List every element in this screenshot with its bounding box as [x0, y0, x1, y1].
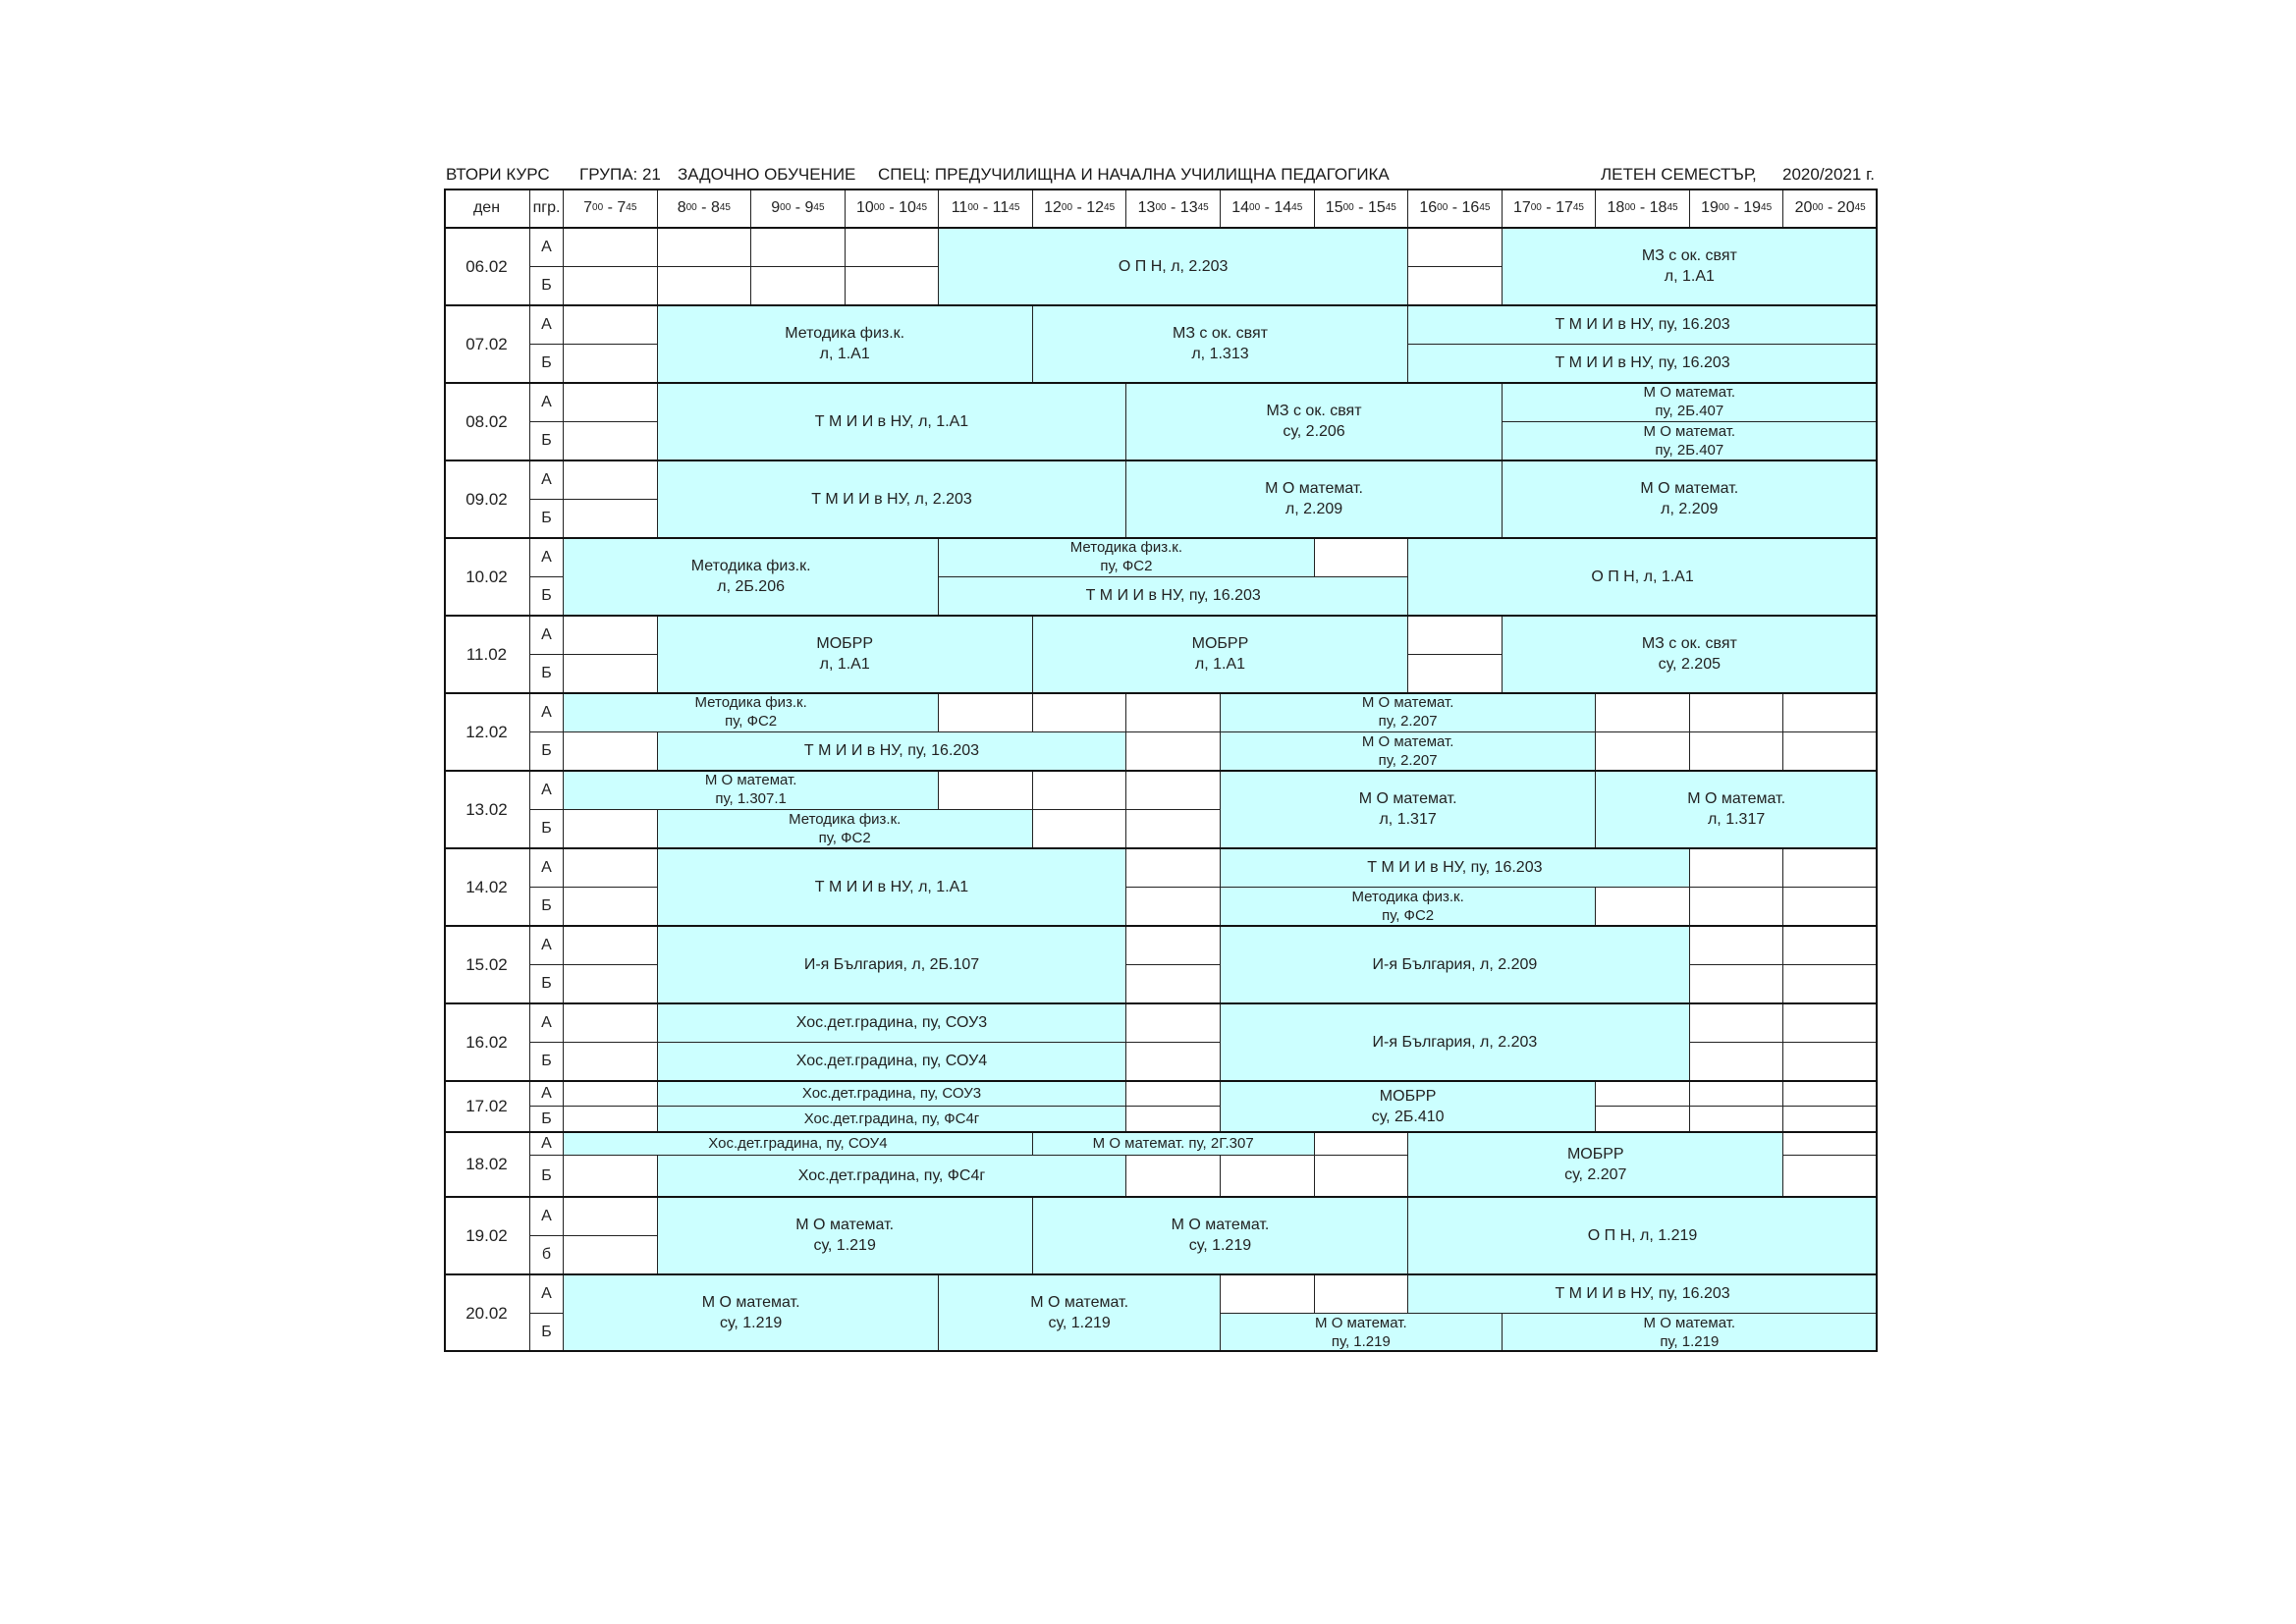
empty-slot: [1408, 655, 1503, 694]
empty-slot: [1408, 267, 1503, 306]
class-session: М О математ. су, 1.219: [564, 1274, 939, 1352]
class-session: Методика физ.к. пу, ФС2: [939, 538, 1314, 577]
day-separator-line: [444, 847, 1878, 849]
slot-end-minutes: 45: [915, 202, 928, 213]
day-separator-line: [444, 227, 1878, 229]
time-slot-header: [564, 189, 658, 228]
empty-slot: [846, 267, 940, 306]
slot-end-minutes: 45: [813, 202, 825, 213]
empty-slot: [1126, 926, 1221, 965]
slot-separator: -: [1729, 199, 1744, 216]
class-session: Хос.дет.градина, пу, СОУ4: [564, 1132, 1033, 1156]
slot-end-minutes: 45: [1197, 202, 1209, 213]
class-session: МОБРР л, 1.А1: [1033, 616, 1408, 693]
slot-start-hour: 10: [855, 199, 874, 216]
slot-start-minutes: 00: [592, 202, 604, 213]
empty-slot: [1126, 1043, 1221, 1082]
class-session: М О математ. пу, 1.219: [1503, 1314, 1878, 1353]
empty-slot: [564, 422, 658, 461]
empty-slot: [1315, 1132, 1409, 1156]
subgroup-cell: б: [530, 1236, 564, 1275]
subgroup-cell: Б: [530, 577, 564, 617]
slot-end-hour: 11: [992, 199, 1010, 216]
subgroup-cell: А: [530, 1274, 564, 1314]
slot-start-minutes: 00: [780, 202, 792, 213]
subgroup-cell: А: [530, 693, 564, 732]
day-separator-line: [444, 460, 1878, 461]
class-session: М О математ. л, 2.209: [1126, 460, 1502, 538]
time-slot-header: [1221, 189, 1315, 228]
empty-slot: [564, 1236, 658, 1275]
empty-slot: [1690, 1043, 1784, 1082]
empty-slot: [1408, 228, 1503, 267]
empty-slot: [1126, 693, 1221, 732]
slot-start-minutes: 00: [1718, 202, 1729, 213]
slot-start-minutes: 00: [1812, 202, 1824, 213]
empty-slot: [1033, 693, 1127, 732]
class-session: Т М И И в НУ, пу, 16.203: [939, 577, 1408, 617]
class-session: Хос.дет.градина, пу, ФС4г: [658, 1107, 1127, 1132]
slot-separator: -: [791, 199, 805, 216]
empty-slot: [564, 926, 658, 965]
empty-slot: [1690, 1081, 1784, 1107]
schedule-header: [444, 161, 1878, 187]
empty-slot: [564, 1003, 658, 1043]
day-separator-line: [444, 304, 1878, 306]
subgroup-cell: Б: [530, 1043, 564, 1082]
empty-slot: [1126, 771, 1221, 810]
class-session: М О математ. пу, 2Г.307: [1033, 1132, 1315, 1156]
class-session: Хос.дет.градина, пу, СОУ3: [658, 1003, 1127, 1043]
class-session: Методика физ.к. пу, ФС2: [658, 810, 1033, 849]
slot-end-hour: 18: [1649, 199, 1667, 216]
slot-separator: -: [1353, 199, 1368, 216]
slot-end-hour: 7: [617, 199, 627, 216]
slot-separator: -: [1072, 199, 1087, 216]
slot-start-hour: 11: [951, 199, 968, 216]
empty-slot: [1783, 1132, 1878, 1156]
date-cell: 07.02: [444, 305, 530, 383]
empty-slot: [564, 1107, 658, 1132]
slot-start-hour: 7: [583, 199, 593, 216]
class-session: Т М И И в НУ, л, 1.А1: [658, 383, 1127, 460]
time-slot-header: [1126, 189, 1221, 228]
slot-end-hour: 10: [899, 199, 916, 216]
slot-end-hour: 14: [1274, 199, 1292, 216]
subgroup-cell: А: [530, 848, 564, 888]
time-slot-header: [1315, 189, 1409, 228]
slot-start-hour: 20: [1794, 199, 1813, 216]
empty-slot: [1783, 848, 1878, 888]
empty-slot: [1690, 693, 1784, 732]
class-session: М О математ. пу, 2Б.407: [1503, 383, 1878, 422]
class-session: М О математ. пу, 1.307.1: [564, 771, 939, 810]
date-cell: 10.02: [444, 538, 530, 616]
subgroup-cell: Б: [530, 1107, 564, 1132]
subgroup-cell: Б: [530, 655, 564, 694]
class-session: М О математ. пу, 2.207: [1221, 732, 1596, 772]
slot-end-minutes: 45: [719, 202, 731, 213]
subgroup-cell: А: [530, 228, 564, 267]
slot-start-hour: 13: [1137, 199, 1156, 216]
class-session: Методика физ.к. л, 1.А1: [658, 305, 1033, 383]
empty-slot: [1783, 965, 1878, 1004]
class-session: О П Н, л, 1.А1: [1408, 538, 1878, 616]
empty-slot: [564, 305, 658, 345]
slot-end-minutes: 45: [1479, 202, 1491, 213]
class-session: М О математ. пу, 2.207: [1221, 693, 1596, 732]
subgroup-column-header: пгр.: [530, 189, 564, 228]
empty-slot: [1783, 693, 1878, 732]
class-session: МЗ с ок. свят л, 1.А1: [1503, 228, 1878, 305]
subgroup-cell: А: [530, 1081, 564, 1107]
date-cell: 09.02: [444, 460, 530, 538]
class-session: М О математ. су, 1.219: [1033, 1197, 1408, 1274]
time-slot-header: [1408, 189, 1503, 228]
empty-slot: [751, 267, 846, 306]
empty-slot: [1126, 1107, 1221, 1132]
class-session: И-я България, л, 2.209: [1221, 926, 1690, 1003]
empty-slot: [1783, 926, 1878, 965]
date-cell: 11.02: [444, 616, 530, 693]
class-session: МЗ с ок. свят л, 1.313: [1033, 305, 1408, 383]
day-separator-line: [444, 1002, 1878, 1004]
schedule-table: [444, 189, 1878, 1352]
slot-start-hour: 19: [1701, 199, 1719, 216]
slot-separator: -: [1541, 199, 1557, 216]
class-session: Т М И И в НУ, пу, 16.203: [1221, 848, 1690, 888]
class-session: М О математ. л, 1.317: [1221, 771, 1596, 848]
class-session: О П Н, л, 2.203: [939, 228, 1408, 305]
day-separator-line: [444, 382, 1878, 384]
slot-end-hour: 16: [1461, 199, 1480, 216]
slot-start-minutes: 00: [1437, 202, 1449, 213]
date-cell: 17.02: [444, 1081, 530, 1132]
slot-start-minutes: 00: [873, 202, 885, 213]
empty-slot: [564, 1043, 658, 1082]
empty-slot: [939, 771, 1033, 810]
slot-start-hour: 12: [1044, 199, 1062, 216]
class-session: МЗ с ок. свят су, 2.206: [1126, 383, 1502, 460]
time-slot-header: [1690, 189, 1784, 228]
time-slot-header: [846, 189, 940, 228]
subgroup-cell: А: [530, 383, 564, 422]
specialty-label: СПЕЦ: ПРЕДУЧИЛИЩНА И НАЧАЛНА УЧИЛИЩНА ПЕДАГОГИКА: [878, 165, 1390, 184]
empty-slot: [564, 228, 658, 267]
empty-slot: [1315, 1156, 1409, 1197]
class-session: О П Н, л, 1.219: [1408, 1197, 1878, 1274]
empty-slot: [564, 965, 658, 1004]
subgroup-cell: А: [530, 1003, 564, 1043]
academic-year-label: 2020/2021 г.: [1782, 165, 1875, 184]
empty-slot: [1783, 1003, 1878, 1043]
class-session: М О математ. су, 1.219: [939, 1274, 1221, 1352]
slot-start-minutes: 00: [1061, 202, 1073, 213]
subgroup-cell: А: [530, 1132, 564, 1156]
class-session: И-я България, л, 2Б.107: [658, 926, 1127, 1003]
day-separator-line: [444, 1273, 1878, 1275]
empty-slot: [564, 500, 658, 539]
slot-end-minutes: 45: [1385, 202, 1396, 213]
slot-end-hour: 17: [1556, 199, 1573, 216]
slot-start-hour: 17: [1512, 199, 1531, 216]
slot-end-minutes: 45: [1009, 202, 1020, 213]
class-session: Методика физ.к. л, 2Б.206: [564, 538, 939, 616]
empty-slot: [564, 655, 658, 694]
class-session: Т М И И в НУ, пу, 16.203: [1408, 305, 1878, 345]
empty-slot: [1596, 693, 1690, 732]
class-session: МОБРР су, 2.207: [1408, 1132, 1783, 1197]
slot-end-minutes: 45: [1854, 202, 1866, 213]
class-session: М О математ. л, 1.317: [1596, 771, 1878, 848]
slot-start-minutes: 00: [1342, 202, 1354, 213]
day-separator-line: [444, 537, 1878, 539]
subgroup-cell: Б: [530, 500, 564, 539]
slot-separator: -: [1823, 199, 1837, 216]
time-slot-header: [658, 189, 752, 228]
subgroup-cell: Б: [530, 345, 564, 384]
time-slot-header: [751, 189, 846, 228]
slot-separator: -: [1448, 199, 1462, 216]
empty-slot: [1690, 888, 1784, 927]
slot-start-minutes: 00: [1155, 202, 1167, 213]
class-session: Хос.дет.градина, пу, СОУ4: [658, 1043, 1127, 1082]
subgroup-cell: Б: [530, 732, 564, 772]
empty-slot: [658, 228, 752, 267]
class-session: М О математ. пу, 1.219: [1221, 1314, 1503, 1353]
slot-separator: -: [884, 199, 900, 216]
semester-label: ЛЕТЕН СЕМЕСТЪР,: [1601, 165, 1757, 184]
date-cell: 20.02: [444, 1274, 530, 1352]
empty-slot: [1690, 1107, 1784, 1132]
subgroup-cell: А: [530, 616, 564, 655]
time-slot-header: [939, 189, 1033, 228]
day-separator-line: [444, 925, 1878, 927]
empty-slot: [1126, 965, 1221, 1004]
study-mode-label: ЗАДОЧНО ОБУЧЕНИЕ: [678, 165, 856, 184]
time-slot-header: [1783, 189, 1878, 228]
class-session: Методика физ.к. пу, ФС2: [1221, 888, 1596, 927]
empty-slot: [1783, 1156, 1878, 1197]
empty-slot: [564, 888, 658, 927]
empty-slot: [1126, 1156, 1221, 1197]
class-session: МЗ с ок. свят су, 2.205: [1503, 616, 1878, 693]
empty-slot: [1783, 1043, 1878, 1082]
slot-start-hour: 16: [1419, 199, 1438, 216]
empty-slot: [564, 1081, 658, 1107]
empty-slot: [1126, 1003, 1221, 1043]
empty-slot: [1126, 810, 1221, 849]
subgroup-cell: Б: [530, 1156, 564, 1197]
empty-slot: [1783, 1107, 1878, 1132]
subgroup-cell: А: [530, 305, 564, 345]
date-cell: 16.02: [444, 1003, 530, 1081]
slot-end-hour: 12: [1086, 199, 1105, 216]
day-separator-line: [444, 692, 1878, 694]
subgroup-cell: Б: [530, 810, 564, 849]
empty-slot: [1126, 732, 1221, 772]
date-cell: 15.02: [444, 926, 530, 1003]
day-separator-line: [444, 1131, 1878, 1133]
class-session: М О математ. пу, 2Б.407: [1503, 422, 1878, 461]
slot-end-hour: 8: [710, 199, 720, 216]
empty-slot: [1033, 810, 1127, 849]
empty-slot: [564, 848, 658, 888]
empty-slot: [564, 1156, 658, 1197]
time-slot-header: [1033, 189, 1127, 228]
empty-slot: [1690, 732, 1784, 772]
date-cell: 12.02: [444, 693, 530, 771]
slot-separator: -: [1166, 199, 1180, 216]
class-session: Хос.дет.градина, пу, ФС4г: [658, 1156, 1127, 1197]
empty-slot: [846, 228, 940, 267]
empty-slot: [1783, 888, 1878, 927]
subgroup-cell: А: [530, 926, 564, 965]
subgroup-cell: А: [530, 1197, 564, 1236]
class-session: Т М И И в НУ, л, 2.203: [658, 460, 1127, 538]
empty-slot: [1033, 771, 1127, 810]
day-separator-line: [444, 1196, 1878, 1198]
empty-slot: [564, 460, 658, 500]
subgroup-cell: Б: [530, 965, 564, 1004]
slot-start-minutes: 00: [685, 202, 697, 213]
empty-slot: [1315, 538, 1409, 577]
date-cell: 14.02: [444, 848, 530, 926]
slot-end-hour: 15: [1367, 199, 1386, 216]
empty-slot: [1690, 1003, 1784, 1043]
empty-slot: [1690, 926, 1784, 965]
empty-slot: [658, 267, 752, 306]
class-session: М О математ. л, 2.209: [1503, 460, 1878, 538]
empty-slot: [564, 383, 658, 422]
slot-start-minutes: 00: [967, 202, 979, 213]
slot-end-minutes: 45: [1104, 202, 1116, 213]
slot-separator: -: [696, 199, 711, 216]
day-separator-line: [444, 770, 1878, 772]
empty-slot: [1783, 1081, 1878, 1107]
empty-slot: [1596, 1107, 1690, 1132]
empty-slot: [1126, 1081, 1221, 1107]
empty-slot: [564, 267, 658, 306]
day-separator-line: [444, 615, 1878, 617]
subgroup-cell: А: [530, 771, 564, 810]
time-slot-header: [1503, 189, 1597, 228]
empty-slot: [1690, 848, 1784, 888]
class-session: МОБРР су, 2Б.410: [1221, 1081, 1596, 1132]
slot-start-hour: 14: [1231, 199, 1250, 216]
time-slot-header: [1596, 189, 1690, 228]
empty-slot: [1690, 965, 1784, 1004]
class-session: МОБРР л, 1.А1: [658, 616, 1033, 693]
slot-start-hour: 18: [1607, 199, 1625, 216]
empty-slot: [1315, 1274, 1409, 1314]
slot-start-minutes: 00: [1249, 202, 1261, 213]
group-label: ГРУПА: 21: [579, 165, 661, 184]
slot-separator: -: [1260, 199, 1275, 216]
empty-slot: [939, 693, 1033, 732]
date-cell: 18.02: [444, 1132, 530, 1197]
class-session: Методика физ.к. пу, ФС2: [564, 693, 939, 732]
class-session: Т М И И в НУ, пу, 16.203: [658, 732, 1127, 772]
class-session: Хос.дет.градина, пу, СОУ3: [658, 1081, 1127, 1107]
empty-slot: [564, 616, 658, 655]
subgroup-cell: Б: [530, 1314, 564, 1353]
course-label: ВТОРИ КУРС: [446, 165, 550, 184]
date-cell: 19.02: [444, 1197, 530, 1274]
class-session: Т М И И в НУ, пу, 16.203: [1408, 1274, 1878, 1314]
subgroup-cell: Б: [530, 422, 564, 461]
empty-slot: [1596, 1081, 1690, 1107]
slot-start-minutes: 00: [1624, 202, 1636, 213]
class-session: Т М И И в НУ, пу, 16.203: [1408, 345, 1878, 384]
empty-slot: [1783, 732, 1878, 772]
slot-end-minutes: 45: [626, 202, 637, 213]
slot-start-hour: 15: [1325, 199, 1343, 216]
empty-slot: [1596, 888, 1690, 927]
empty-slot: [1126, 888, 1221, 927]
empty-slot: [564, 1197, 658, 1236]
date-cell: 08.02: [444, 383, 530, 460]
slot-start-minutes: 00: [1530, 202, 1542, 213]
empty-slot: [1596, 732, 1690, 772]
empty-slot: [751, 228, 846, 267]
empty-slot: [1221, 1156, 1315, 1197]
slot-end-minutes: 45: [1761, 202, 1773, 213]
slot-end-hour: 20: [1836, 199, 1855, 216]
slot-start-hour: 8: [677, 199, 686, 216]
slot-separator: -: [978, 199, 993, 216]
slot-separator: -: [1635, 199, 1650, 216]
empty-slot: [564, 732, 658, 772]
subgroup-cell: А: [530, 538, 564, 577]
class-session: Т М И И в НУ, л, 1.А1: [658, 848, 1127, 926]
class-session: М О математ. су, 1.219: [658, 1197, 1033, 1274]
subgroup-cell: Б: [530, 267, 564, 306]
slot-end-hour: 9: [804, 199, 814, 216]
slot-end-minutes: 45: [1667, 202, 1678, 213]
empty-slot: [564, 810, 658, 849]
subgroup-cell: А: [530, 460, 564, 500]
slot-end-minutes: 45: [1291, 202, 1303, 213]
empty-slot: [1126, 848, 1221, 888]
empty-slot: [1221, 1274, 1315, 1314]
slot-end-hour: 13: [1179, 199, 1198, 216]
class-session: И-я България, л, 2.203: [1221, 1003, 1690, 1081]
date-cell: 06.02: [444, 228, 530, 305]
slot-end-minutes: 45: [1572, 202, 1584, 213]
slot-separator: -: [603, 199, 618, 216]
empty-slot: [1408, 616, 1503, 655]
date-cell: 13.02: [444, 771, 530, 848]
empty-slot: [564, 345, 658, 384]
slot-start-hour: 9: [771, 199, 781, 216]
subgroup-cell: Б: [530, 888, 564, 927]
day-separator-line: [444, 1080, 1878, 1082]
day-column-header: ден: [444, 189, 530, 228]
slot-end-hour: 19: [1743, 199, 1762, 216]
